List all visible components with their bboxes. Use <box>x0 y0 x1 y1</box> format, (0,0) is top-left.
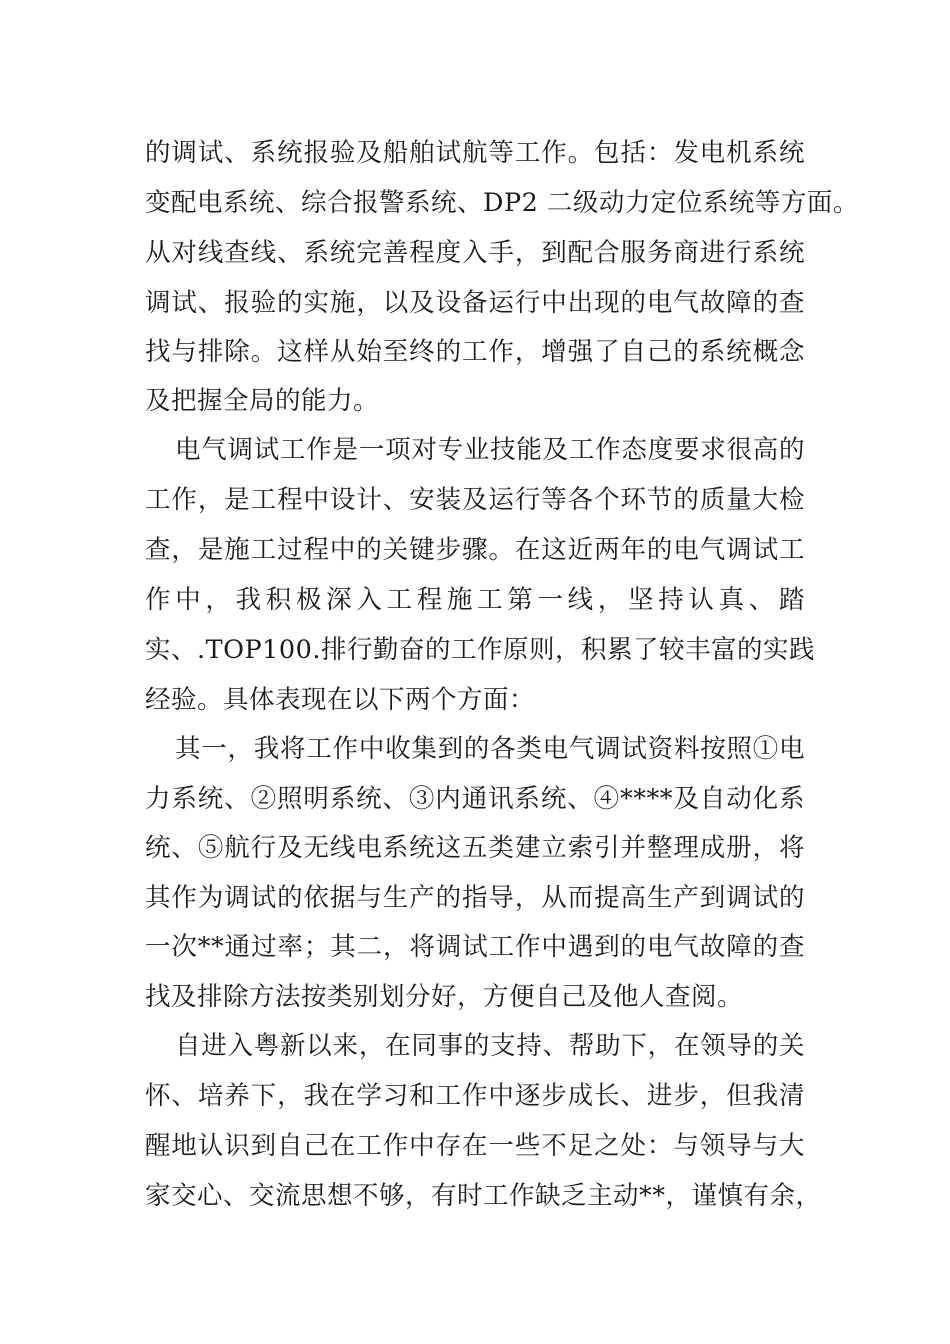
text-line: 其作为调试的依据与生产的指导，从而提高生产到调试的 <box>145 883 805 913</box>
paragraph-start-line: 其一，我将工作中收集到的各类电气调试资料按照①电 <box>175 734 805 764</box>
text-line: 统、⑤航行及无线电系统这五类建立索引并整理成册，将 <box>145 833 805 863</box>
text-line: 工作，是工程中设计、安装及运行等各个环节的质量大检 <box>145 485 805 515</box>
text-line: 变配电系统、综合报警系统、DP2 二级动力定位系统等方面。 <box>145 188 859 218</box>
text-line: 实、.TOP100.排行勤奋的工作原则，积累了较丰富的实践 <box>145 635 815 665</box>
text-line: 的调试、系统报验及船舶试航等工作。包括：发电机系统 <box>145 138 805 168</box>
text-line: 找与排除。这样从始至终的工作，增强了自己的系统概念 <box>145 337 805 367</box>
text-line: 找及排除方法按类别划分好，方便自己及他人查阅。 <box>145 982 744 1012</box>
text-line: 从对线查线、系统完善程度入手，到配合服务商进行系统 <box>145 238 805 268</box>
text-line: 经验。具体表现在以下两个方面： <box>145 685 536 715</box>
text-line: 家交心、交流思想不够，有时工作缺乏主动**，谨慎有余， <box>145 1181 822 1211</box>
paragraph-start-line: 电气调试工作是一项对专业技能及工作态度要求很高的 <box>175 435 805 465</box>
text-line: 怀、培养下，我在学习和工作中逐步成长、进步，但我清 <box>145 1081 805 1111</box>
text-line: 醒地认识到自己在工作中存在一些不足之处：与领导与大 <box>145 1131 805 1161</box>
paragraph-start-line: 自进入粤新以来，在同事的支持、帮助下，在领导的关 <box>175 1031 805 1061</box>
text-line: 及把握全局的能力。 <box>145 386 380 416</box>
text-line: 作中，我积极深入工程施工第一线，坚持认真、踏 <box>145 585 805 615</box>
text-line: 查，是施工过程中的关键步骤。在这近两年的电气调试工 <box>145 535 805 565</box>
text-line: 力系统、②照明系统、③内通讯系统、④****及自动化系 <box>145 784 805 814</box>
text-line: 一次**通过率；其二，将调试工作中遇到的电气故障的查 <box>145 932 805 962</box>
text-line: 调试、报验的实施，以及设备运行中出现的电气故障的查 <box>145 288 805 318</box>
